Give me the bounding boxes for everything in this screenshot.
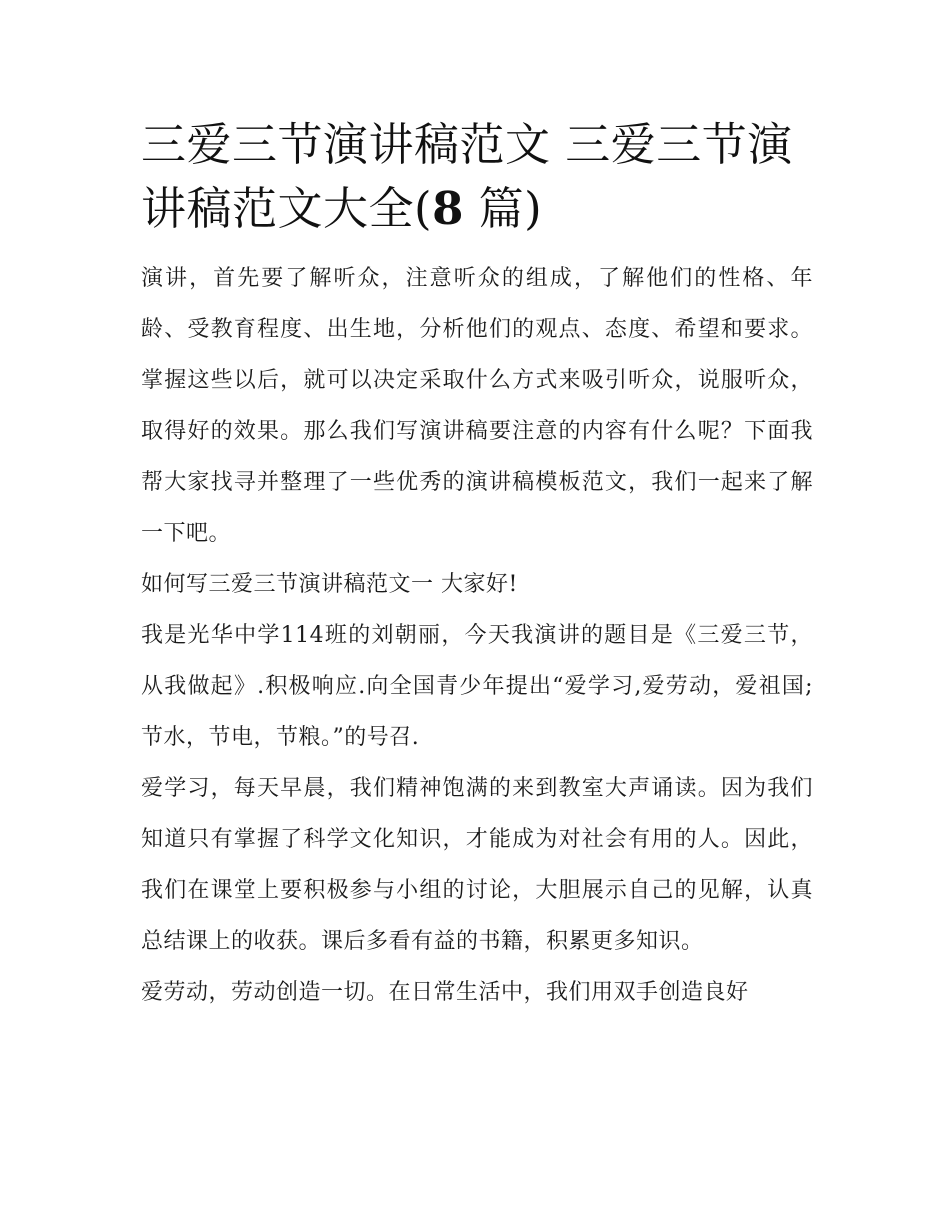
title-number: 8 [432,182,464,235]
love-learning-paragraph: 爱学习，每天早晨，我们精神饱满的来到教室大声诵读。因为我们知道只有掌握了科学文化知识，才能成为对社会有用的人。因此，我们在课堂上要积极参与小组的讨论，大胆展示自己的见解，认真总结课上的收获。课后多看有益的书籍，积累更多知识。 [141,776,813,954]
speech-intro-paragraph: 我是光华中学114班的刘朝丽，今天我演讲的题目是《三爱三节，从我做起》.积极响应.向全国青少年提出“爱学习,爱劳动，爱祖国;节水，节电，节粮。”的号召. [141,623,813,750]
title-text-part1: 三爱三节演讲稿范文 三爱三节演讲稿范文大全( [141,118,793,235]
love-labor-paragraph: 爱劳动，劳动创造一切。在日常生活中，我们用双手创造良好 [141,980,749,1005]
title-text-part2: 篇) [463,182,543,235]
document-body [141,113,813,1018]
section-heading-paragraph: 如何写三爱三节演讲稿范文一 大家好! [141,572,518,597]
intro-paragraph: 演讲，首先要了解听众，注意听众的组成，了解他们的性格、年龄、受教育程度、出生地，分析他们的观点、态度、希望和要求。掌握这些以后，就可以决定采取什么方式来吸引听众，说服听众，取得好的效果。那么我们写演讲稿要注意的内容有什么呢？下面我帮大家找寻并整理了一些优秀的演讲稿模板范文，我们一起来了解一下吧。 [141,266,813,546]
document-title [141,113,813,241]
